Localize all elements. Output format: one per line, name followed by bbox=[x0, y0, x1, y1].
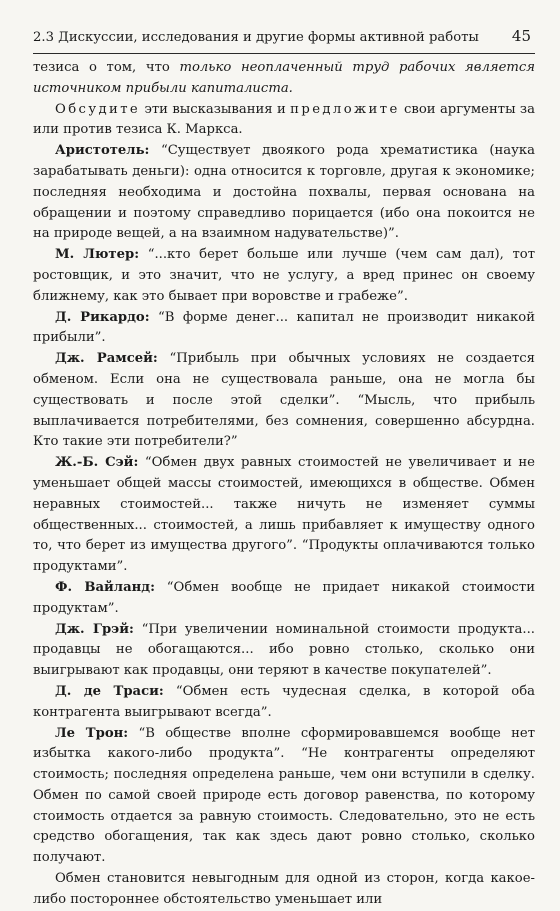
task-text-middle: эти высказывания и bbox=[140, 101, 291, 117]
intro-text: тезиса о том, что bbox=[33, 60, 180, 75]
quote-wayland bbox=[33, 578, 535, 620]
task-paragraph bbox=[33, 100, 535, 142]
task-verb-discuss: Обсудите bbox=[55, 101, 141, 117]
quote-text: “Существует двоякого рода хрематистика (наука зарабатывать деньги): одна относится к торговле, другая к экономике; последняя необходима и достойна похвалы, первая основана на обращении и поэтому справедливо порицается (ибо она покоится не на природе вещей, а на взаимном надувательстве)”. bbox=[33, 143, 535, 242]
quote-luther bbox=[33, 245, 535, 307]
quote-text: “При увеличении номинальной стоимости продукта... продавцы не обогащаются... ибо ровно столько, сколько они выигрывают как продавцы, они теряют в качестве покупателей”. bbox=[33, 621, 535, 679]
quote-author: Д. Рикардо: bbox=[55, 309, 150, 325]
quote-de-tracy bbox=[33, 682, 535, 724]
quote-author: Ф. Вайланд: bbox=[55, 579, 155, 595]
running-header bbox=[33, 0, 535, 54]
quote-author: М. Лютер: bbox=[55, 247, 140, 263]
page-body bbox=[33, 58, 535, 911]
quote-author: Дж. Грэй: bbox=[55, 621, 134, 637]
closing-paragraph: Обмен становится невыгодным для одной из сторон, когда какое-либо постороннее обстоятельство уменьшает или bbox=[33, 871, 535, 907]
intro-emphasis: только неоплаченный труд рабочих является источником прибыли капиталиста. bbox=[33, 60, 535, 96]
quote-text: “Прибыль при обычных условиях не создается обменом. Если она не существовала раньше, она не могла бы существовать и после этой сделки”. “Мысль, что прибыль выплачивается потребителями, без сомнения, совершенно абсурдна. Кто такие эти потребители?” bbox=[33, 351, 535, 450]
quote-say bbox=[33, 453, 535, 578]
intro-paragraph bbox=[33, 58, 535, 100]
task-text-rest: свои аргументы за или против тезиса К. Маркса. bbox=[33, 101, 535, 138]
quote-author: Ж.-Б. Сэй: bbox=[55, 455, 139, 471]
quote-gray bbox=[33, 620, 535, 682]
quote-text: “Обмен вообще не придает никакой стоимости продуктам”. bbox=[33, 579, 535, 616]
quote-ricardo bbox=[33, 308, 535, 350]
quote-text: “В обществе вполне сформировавшемся вообще нет избытка какого-либо продукта”. “Не контрагенты определяют стоимость; последняя определена раньше, чем они вступили в сделку. Обмен по самой своей природе есть договор равенства, по которому стоимость отдается за равную стоимость. Следовательно, это не есть средство обогащения, так как здесь дают ровно столько, сколько получают. bbox=[33, 725, 535, 866]
quote-ramsay bbox=[33, 349, 535, 453]
quote-author: Ле Трон: bbox=[55, 725, 129, 741]
quote-aristotle bbox=[33, 141, 535, 245]
task-verb-propose: предложите bbox=[290, 101, 400, 117]
quote-text: “В форме денег... капитал не производит никакой прибыли”. bbox=[33, 309, 535, 346]
quote-author: Д. де Траси: bbox=[55, 683, 164, 699]
section-title: 2.3 Дискуссии, исследования и другие формы активной работы bbox=[33, 30, 479, 45]
quote-author: Дж. Рамсей: bbox=[55, 351, 158, 367]
quote-text: “...кто берет больше или лучше (чем сам дал), тот ростовщик, и это значит, что не услугу, а вред принес он своему ближнему, как это бывает при воровстве и грабеже”. bbox=[33, 247, 535, 304]
quote-author: Аристотель: bbox=[55, 143, 150, 159]
quote-text: “Обмен есть чудесная сделка, в которой оба контрагента выигрывают всегда”. bbox=[33, 683, 535, 720]
quote-text: “Обмен двух равных стоимостей не увеличивает и не уменьшает общей массы стоимостей, имеющихся в обществе. Обмен неравных стоимостей... также ничуть не изменяет суммы общественных... стоимостей, а лишь прибавляет к имуществу одного то, что берет из имущества другого”. “Продукты оплачиваются только продуктами”. bbox=[33, 455, 535, 575]
quote-le-trosne bbox=[33, 724, 535, 870]
page-number: 45 bbox=[511, 27, 531, 45]
